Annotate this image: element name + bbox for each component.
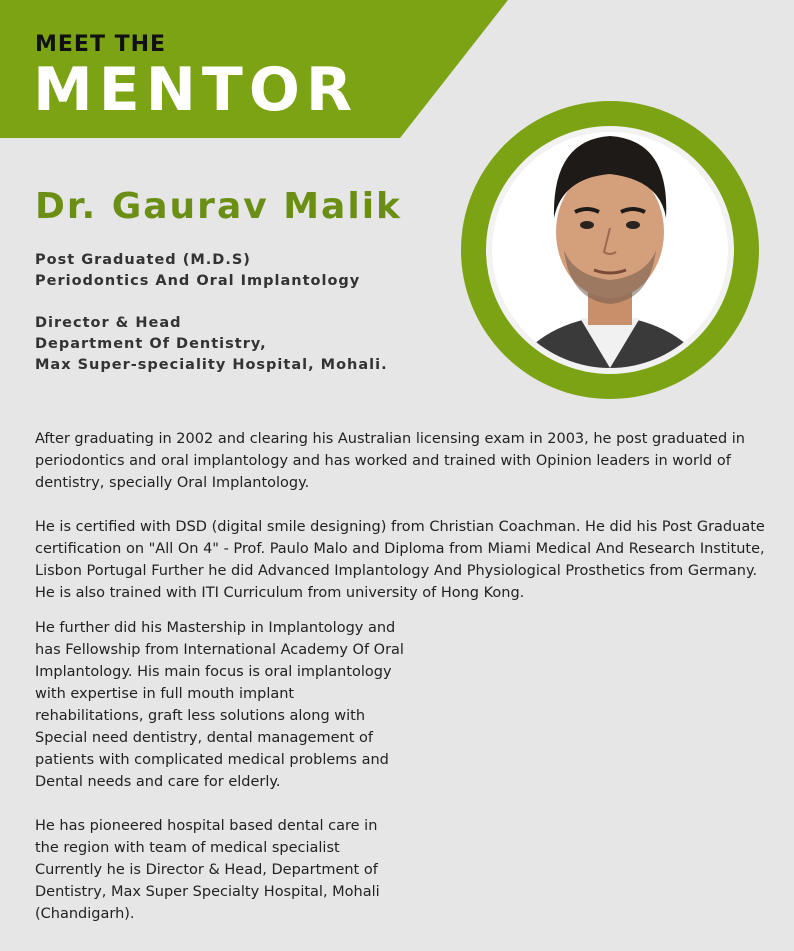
bio-paragraph-4: He has pioneered hospital based dental care in the region with team of medical specialist Currently he is Director & Head, Department of Dentistry, Max Super Specialty Hospital, Mohali (Chandigarh). — [35, 818, 380, 922]
degree-line: Post Graduated (M.D.S) — [35, 252, 251, 268]
bio-paragraph-2: He is certified with DSD (digital smile designing) from Christian Coachman. He did his Post Graduate certification on "All On 4" - Prof. Paulo Malo and Diploma from Miami Medical And Research Institute, Lisbon Portugal Further he did Advanced Implantology And Physiological Prosthetics from Germany. He is also trained with ITI Curriculum from university of Hong Kong. — [35, 519, 765, 601]
role-line: Director & Head — [35, 315, 182, 331]
department-line: Department Of Dentistry, — [35, 336, 267, 352]
specialty-line: Periodontics And Oral Implantology — [35, 273, 361, 289]
mentor-photo — [460, 100, 760, 400]
credentials — [35, 250, 388, 376]
hospital-line: Max Super-speciality Hospital, Mohali. — [35, 357, 388, 373]
bio-paragraph-1: After graduating in 2002 and clearing his Australian licensing exam in 2003, he post graduated in periodontics and oral implantology and has worked and trained with Opinion leaders in world of dentistry, specially Oral Implantology. — [35, 431, 745, 491]
mentor-title: MENTOR — [33, 55, 359, 125]
meet-the-label: MEET THE — [35, 32, 167, 57]
bio-paragraph-3: He further did his Mastership in Implantology and has Fellowship from International Academy Of Oral Implantology. His main focus is oral implantology with expertise in full mouth implant rehabilitations, graft less solutions along with Special need dentistry, dental management of patients with complicated medical problems and Dental needs and care for elderly. — [35, 620, 404, 790]
mentor-name: Dr. Gaurav Malik — [35, 186, 402, 227]
